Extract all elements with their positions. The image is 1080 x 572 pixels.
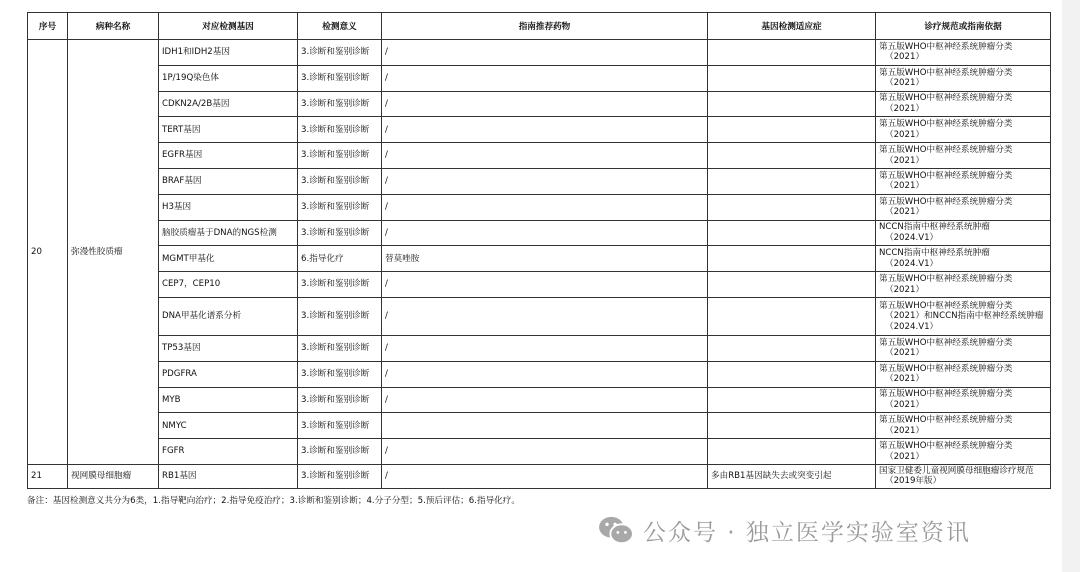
basis-line: （2024.V1）: [885, 232, 939, 243]
meaning-cell: 3.诊断和鉴别诊断: [298, 91, 382, 117]
row-number: 21: [28, 464, 68, 488]
indication-cell: [708, 65, 876, 91]
drug-cell: /: [382, 168, 708, 194]
basis-line: NCCN指南中枢神经系统肿瘤: [879, 222, 990, 233]
meaning-cell: 3.诊断和鉴别诊断: [298, 387, 382, 413]
gene-cell: NMYC: [159, 413, 298, 439]
table-row: [28, 220, 1051, 246]
indication-cell: [708, 387, 876, 413]
col-header-gene: 对应检测基因: [159, 13, 298, 40]
meaning-cell: 3.诊断和鉴别诊断: [298, 143, 382, 169]
basis-line: （2024.V1）: [885, 321, 939, 332]
basis-line: （2021）: [885, 52, 925, 63]
table-row: [28, 246, 1051, 272]
drug-cell: /: [382, 220, 708, 246]
drug-cell: /: [382, 361, 708, 387]
drug-cell: /: [382, 65, 708, 91]
table-row: [28, 168, 1051, 194]
basis-line: 第五版WHO中枢神经系统肿瘤分类: [879, 119, 1013, 130]
basis-cell: [876, 65, 1051, 91]
basis-cell: [876, 220, 1051, 246]
basis-line: （2021）: [885, 425, 925, 436]
basis-line: （2021）: [885, 348, 925, 359]
basis-cell: [876, 387, 1051, 413]
basis-line: （2021）: [885, 129, 925, 140]
table-row: [28, 40, 1051, 66]
basis-cell: [876, 335, 1051, 361]
disease-name: 弥漫性胶质瘤: [68, 40, 159, 465]
meaning-cell: 3.诊断和鉴别诊断: [298, 40, 382, 66]
row-number: 20: [28, 40, 68, 465]
basis-cell: [876, 194, 1051, 220]
basis-line: 第五版WHO中枢神经系统肿瘤分类: [879, 337, 1013, 348]
gene-cell: CEP7，CEP10: [159, 272, 298, 298]
gene-cell: TERT基因: [159, 117, 298, 143]
col-header-drug: 指南推荐药物: [382, 13, 708, 40]
drug-cell: /: [382, 464, 708, 488]
meaning-cell: 3.诊断和鉴别诊断: [298, 168, 382, 194]
drug-cell: 替莫唑胺: [382, 246, 708, 272]
basis-line: 第五版WHO中枢神经系统肿瘤分类: [879, 415, 1013, 426]
col-header-no: 序号: [28, 13, 68, 40]
meaning-cell: 3.诊断和鉴别诊断: [298, 272, 382, 298]
gene-cell: PDGFRA: [159, 361, 298, 387]
gene-cell: 1P/19Q染色体: [159, 65, 298, 91]
indication-cell: [708, 220, 876, 246]
table-row: [28, 439, 1051, 465]
gene-cell: DNA甲基化谱系分析: [159, 297, 298, 335]
indication-cell: [708, 246, 876, 272]
basis-line: 国家卫健委儿童视网膜母细胞瘤诊疗规范: [879, 465, 1034, 476]
basis-cell: [876, 143, 1051, 169]
table-row: [28, 65, 1051, 91]
meaning-cell: 3.诊断和鉴别诊断: [298, 361, 382, 387]
gene-cell: RB1基因: [159, 464, 298, 488]
basis-cell: [876, 413, 1051, 439]
table-row: [28, 387, 1051, 413]
table-row: [28, 464, 1051, 488]
indication-cell: [708, 143, 876, 169]
basis-line: 第五版WHO中枢神经系统肿瘤分类: [879, 93, 1013, 104]
indication-cell: [708, 297, 876, 335]
meaning-cell: 3.诊断和鉴别诊断: [298, 194, 382, 220]
meaning-cell: 3.诊断和鉴别诊断: [298, 220, 382, 246]
basis-cell: [876, 361, 1051, 387]
table-row: [28, 361, 1051, 387]
basis-line: （2021）: [885, 181, 925, 192]
basis-line: 第五版WHO中枢神经系统肿瘤分类: [879, 196, 1013, 207]
basis-line: 第五版WHO中枢神经系统肿瘤分类: [879, 300, 1013, 311]
drug-cell: /: [382, 40, 708, 66]
basis-line: 第五版WHO中枢神经系统肿瘤分类: [879, 67, 1013, 78]
table-row: [28, 91, 1051, 117]
col-header-indication: 基因检测适应症: [708, 13, 876, 40]
table-header-row: [28, 13, 1051, 40]
col-header-basis: 诊疗规范或指南依据: [876, 13, 1051, 40]
table-row: [28, 194, 1051, 220]
basis-line: （2019年版）: [885, 476, 942, 487]
basis-cell: [876, 91, 1051, 117]
basis-cell: [876, 272, 1051, 298]
basis-line: （2021）: [885, 155, 925, 166]
indication-cell: [708, 361, 876, 387]
indication-cell: [708, 335, 876, 361]
meaning-cell: 3.诊断和鉴别诊断: [298, 464, 382, 488]
table-row: [28, 335, 1051, 361]
table-row: [28, 117, 1051, 143]
meaning-cell: 3.诊断和鉴别诊断: [298, 117, 382, 143]
basis-line: 第五版WHO中枢神经系统肿瘤分类: [879, 145, 1013, 156]
indication-cell: [708, 272, 876, 298]
disease-name: 视网膜母细胞瘤: [68, 464, 159, 488]
basis-line: （2021）和NCCN指南中枢神经系统肿瘤: [885, 311, 1044, 322]
gene-cell: MGMT甲基化: [159, 246, 298, 272]
basis-cell: [876, 297, 1051, 335]
basis-cell: [876, 439, 1051, 465]
basis-line: 第五版WHO中枢神经系统肿瘤分类: [879, 441, 1013, 452]
drug-cell: /: [382, 91, 708, 117]
gene-cell: BRAF基因: [159, 168, 298, 194]
footnote: 备注：基因检测意义共分为6类，1.指导靶向治疗；2.指导免疫治疗；3.诊断和鉴别诊断；4.分子分型；5.预后评估；6.指导化疗。: [27, 496, 520, 506]
meaning-cell: 3.诊断和鉴别诊断: [298, 297, 382, 335]
table-row: [28, 143, 1051, 169]
table-row: [28, 413, 1051, 439]
gene-cell: 脑胶质瘤基于DNA的NGS检测: [159, 220, 298, 246]
table-row: [28, 297, 1051, 335]
meaning-cell: 3.诊断和鉴别诊断: [298, 65, 382, 91]
basis-line: （2021）: [885, 207, 925, 218]
drug-cell: [382, 413, 708, 439]
indication-cell: [708, 168, 876, 194]
meaning-cell: 3.诊断和鉴别诊断: [298, 413, 382, 439]
drug-cell: /: [382, 439, 708, 465]
gene-testing-table: [27, 12, 1051, 489]
drug-cell: /: [382, 272, 708, 298]
basis-cell: [876, 117, 1051, 143]
basis-line: 第五版WHO中枢神经系统肿瘤分类: [879, 41, 1013, 52]
basis-line: （2021）: [885, 399, 925, 410]
gene-cell: TP53基因: [159, 335, 298, 361]
basis-line: 第五版WHO中枢神经系统肿瘤分类: [879, 170, 1013, 181]
basis-cell: [876, 168, 1051, 194]
basis-line: （2021）: [885, 374, 925, 385]
wechat-icon: [597, 514, 635, 546]
drug-cell: /: [382, 143, 708, 169]
drug-cell: /: [382, 387, 708, 413]
basis-line: 第五版WHO中枢神经系统肿瘤分类: [879, 363, 1013, 374]
indication-cell: [708, 91, 876, 117]
basis-line: （2021）: [885, 103, 925, 114]
basis-cell: [876, 464, 1051, 488]
gene-cell: CDKN2A/2B基因: [159, 91, 298, 117]
gene-cell: EGFR基因: [159, 143, 298, 169]
drug-cell: /: [382, 117, 708, 143]
watermark-text: 公众号 · 独立医学实验室资讯: [643, 519, 971, 546]
page-edge-band: [1062, 0, 1080, 572]
basis-cell: [876, 40, 1051, 66]
basis-line: NCCN指南中枢神经系统肿瘤: [879, 248, 990, 259]
indication-cell: [708, 117, 876, 143]
indication-cell: [708, 194, 876, 220]
drug-cell: /: [382, 297, 708, 335]
gene-cell: FGFR: [159, 439, 298, 465]
meaning-cell: 3.诊断和鉴别诊断: [298, 439, 382, 465]
indication-cell: [708, 439, 876, 465]
meaning-cell: 6.指导化疗: [298, 246, 382, 272]
drug-cell: /: [382, 335, 708, 361]
gene-cell: H3基因: [159, 194, 298, 220]
indication-cell: 多由RB1基因缺失去或突变引起: [708, 464, 876, 488]
basis-line: （2024.V1）: [885, 258, 939, 269]
col-header-disease: 病种名称: [68, 13, 159, 40]
drug-cell: /: [382, 194, 708, 220]
basis-line: 第五版WHO中枢神经系统肿瘤分类: [879, 274, 1013, 285]
basis-line: （2021）: [885, 78, 925, 89]
basis-line: （2021）: [885, 284, 925, 295]
indication-cell: [708, 413, 876, 439]
basis-line: 第五版WHO中枢神经系统肿瘤分类: [879, 389, 1013, 400]
meaning-cell: 3.诊断和鉴别诊断: [298, 335, 382, 361]
basis-line: （2021）: [885, 451, 925, 462]
col-header-meaning: 检测意义: [298, 13, 382, 40]
gene-cell: MYB: [159, 387, 298, 413]
watermark: [597, 510, 971, 550]
indication-cell: [708, 40, 876, 66]
gene-cell: IDH1和IDH2基因: [159, 40, 298, 66]
basis-cell: [876, 246, 1051, 272]
table-row: [28, 272, 1051, 298]
